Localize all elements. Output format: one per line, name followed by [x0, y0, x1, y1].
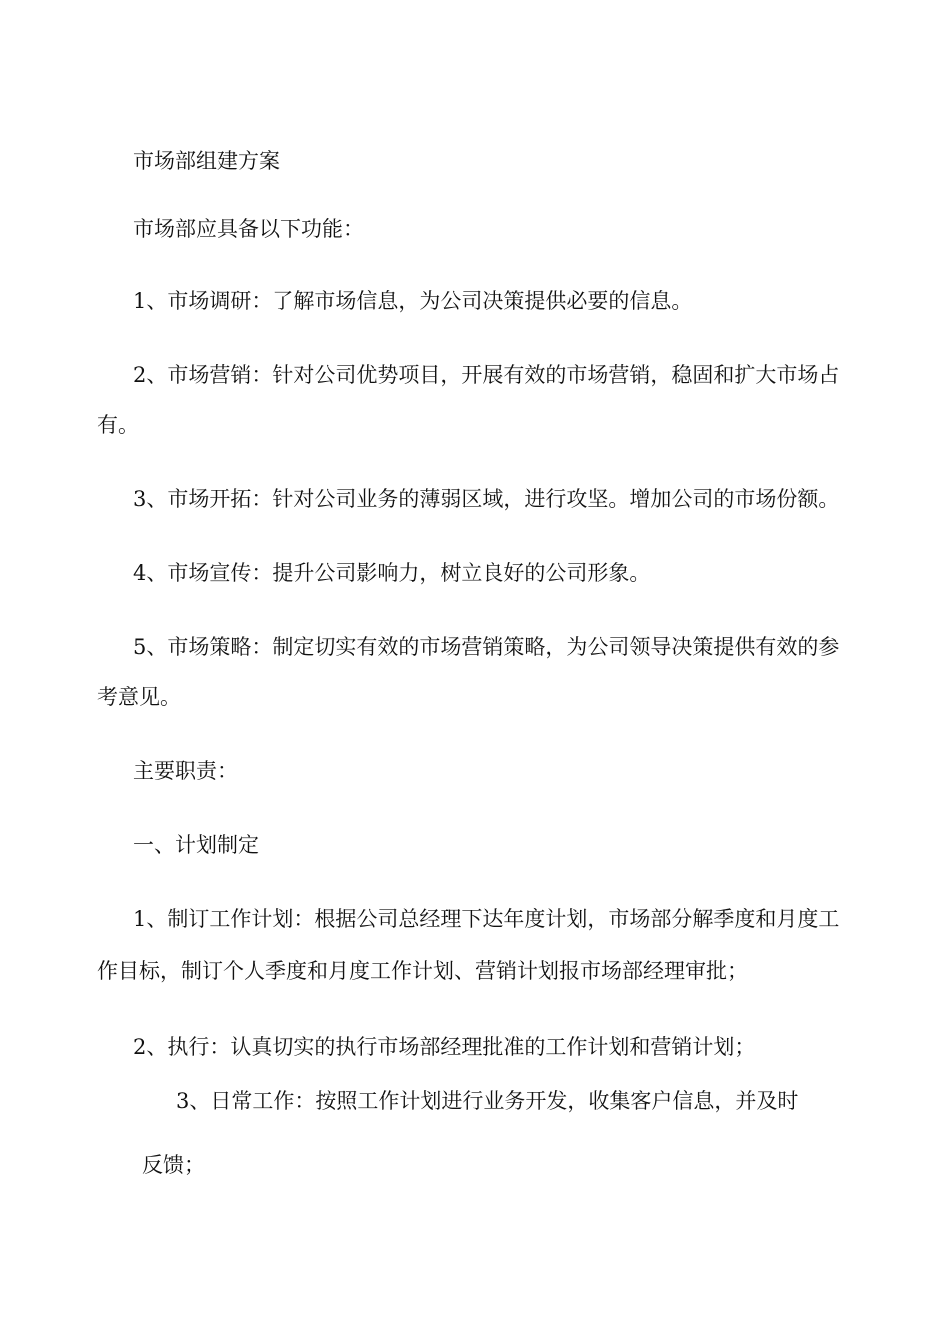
plan-item-3-line-1: 3、日常工作：按照工作计划进行业务开发，收集客户信息，并及时: [176, 1089, 799, 1113]
plan-item-3-line-2: 反馈；: [142, 1153, 205, 1177]
function-item-5-line-1: 5、市场策略：制定切实有效的市场营销策略，为公司领导决策提供有效的参: [133, 635, 840, 659]
plan-item-2: 2、执行：认真切实的执行市场部经理批准的工作计划和营销计划；: [133, 1035, 756, 1059]
function-item-3: 3、市场开拓：针对公司业务的薄弱区域，进行攻坚。增加公司的市场份额。: [133, 487, 840, 511]
function-item-2-line-1: 2、市场营销：针对公司优势项目，开展有效的市场营销，稳固和扩大市场占: [133, 363, 840, 387]
function-item-5-line-2: 考意见。: [97, 685, 181, 709]
duties-heading: 主要职责：: [133, 759, 238, 783]
plan-item-1-line-2: 作目标，制订个人季度和月度工作计划、营销计划报市场部经理审批；: [97, 959, 748, 983]
function-item-2-line-2: 有。: [97, 413, 139, 437]
function-item-4: 4、市场宣传：提升公司影响力，树立良好的公司形象。: [133, 561, 651, 585]
section-one-heading: 一、计划制定: [133, 833, 259, 857]
function-item-1: 1、市场调研：了解市场信息，为公司决策提供必要的信息。: [133, 289, 693, 313]
document-title: 市场部组建方案: [133, 149, 280, 173]
plan-item-1-line-1: 1、制订工作计划：根据公司总经理下达年度计划，市场部分解季度和月度工: [133, 907, 840, 931]
functions-intro: 市场部应具备以下功能：: [133, 217, 364, 241]
